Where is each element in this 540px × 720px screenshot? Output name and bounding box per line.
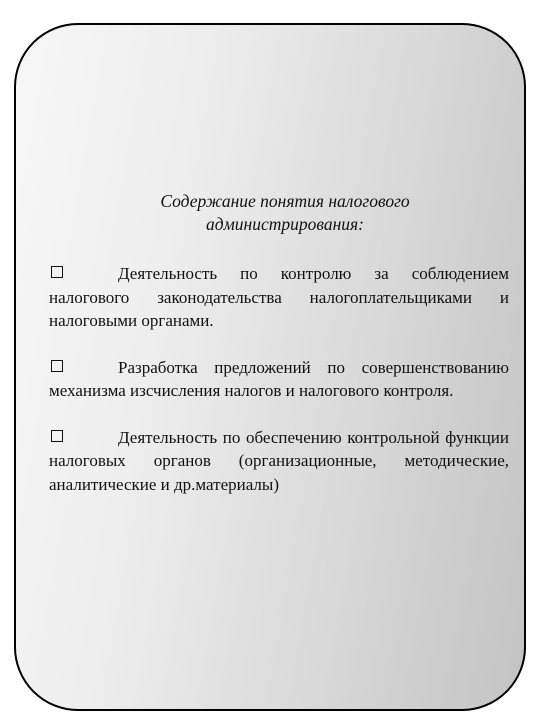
- checkbox-square-icon: [51, 430, 63, 442]
- content-card: [14, 23, 526, 711]
- checkbox-square-icon: [51, 266, 63, 278]
- heading: [49, 190, 509, 236]
- card-content: [49, 190, 509, 519]
- heading-line-2: администрирования:: [206, 214, 364, 234]
- checkbox-square-icon: [51, 360, 63, 372]
- list-item-text: Деятельность по обеспечению контрольной функции налоговых органов (организационные, методические, аналитические и др.материалы): [49, 427, 509, 494]
- list-item: [49, 356, 509, 403]
- list-item: [49, 426, 509, 497]
- heading-line-1: Содержание понятия налогового: [160, 191, 410, 211]
- list-item-text: Разработка предложений по совершенствованию механизма изсчисления налогов и налогового контроля.: [49, 357, 509, 400]
- list-item: [49, 262, 509, 333]
- list-item-text: Деятельность по контролю за соблюдением налогового законодательства налогоплательщиками и налоговыми органами.: [49, 264, 509, 330]
